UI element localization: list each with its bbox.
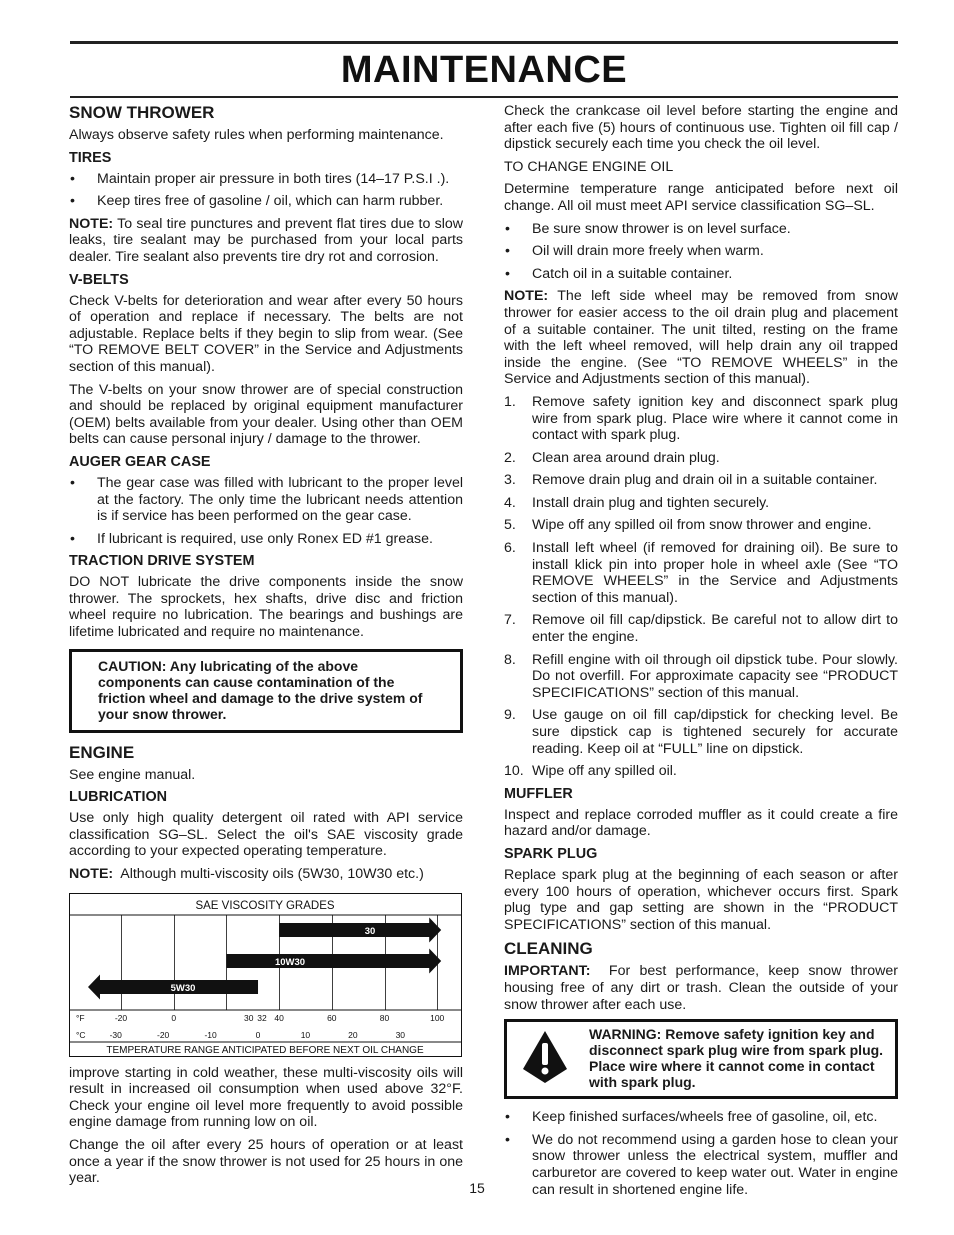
muffler-heading: MUFFLER: [504, 785, 573, 802]
muffler-paragraph: Inspect and replace corroded muffler as it could create a fire hazard and/or damage.: [504, 806, 898, 840]
chart-bar-label: 5W30: [170, 982, 196, 994]
step-item: 2. Clean area around drain plug.: [504, 449, 720, 466]
vbelts-paragraph-1: Check V-belts for deterioration and wear after every 50 hours of operation and replace if necessary. The belts are not adjustable. Replace belts if they begin to slip from wear. (See “TO REMOVE BELT COVER” in the Service and Adjustments section of this manual).: [69, 292, 463, 375]
spark-plug-heading: SPARK PLUG: [504, 845, 598, 862]
snow-thrower-heading: SNOW THROWER: [69, 103, 215, 122]
step-item: 3. Remove drain plug and drain oil in a suitable container.: [504, 472, 878, 489]
caution-box: CAUTION: Any lubricating of the above components can cause contamination of the friction wheel and damage to the drive system of your snow thrower.: [69, 649, 463, 733]
chart-tick-c: -30: [109, 1029, 122, 1040]
oil-change-steps: [504, 394, 898, 780]
chart-tick-c: 20: [348, 1029, 358, 1040]
header-top-rule: [70, 41, 898, 44]
engine-heading: ENGINE: [69, 742, 135, 762]
list-item: • Oil will drain more freely when warm.: [505, 243, 764, 260]
engine-intro: See engine manual.: [69, 766, 196, 783]
change-oil-list: [504, 221, 898, 283]
viscosity-chart-svg: [70, 894, 461, 1056]
wheel-note: NOTE: The left side wheel may be removed from snow thrower for easier access to the oil drain plug and placement of a suitable container. The unit tilted, resting on the frame with the left wheel removed, will help drain any oil trapped inside the engine. (See “TO REMOVE WHEELS” in the Service and Adjustments section of this manual).: [504, 288, 899, 388]
list-item: • Keep finished surfaces/wheels free of gasoline, oil, etc.: [505, 1109, 878, 1126]
warning-text: WARNING: Remove safety ignition key and disconnect spark plug wire from spark plug. Place wire where it cannot come in contact with spark plug.: [589, 1026, 884, 1091]
change-oil-heading: TO CHANGE ENGINE OIL: [504, 158, 674, 175]
after-chart-paragraph-2: Change the oil after every 25 hours of operation or at least once a year if the snow thrower is not used for 25 hours in one year.: [69, 1137, 463, 1187]
list-item: • Maintain proper air pressure in both tires (14–17 P.S.I .).: [70, 170, 450, 187]
chart-tick-f: 80: [379, 1012, 390, 1023]
page-number: 15: [469, 1180, 485, 1196]
step-item: 1. Remove safety ignition key and disconnect spark plug wire from spark plug. Place wire where it cannot come in contact with spark plug.: [504, 393, 898, 444]
step-item: 7. Remove oil fill cap/dipstick. Be careful not to allow dirt to enter the engine.: [504, 612, 898, 646]
list-item: • Keep tires free of gasoline / oil, which can harm rubber.: [70, 193, 444, 210]
traction-heading: TRACTION DRIVE SYSTEM: [69, 553, 255, 570]
vbelts-paragraph-2: The V-belts on your snow thrower are of special construction and should be replaced by original equipment manufacturer (OEM) belts available from your dealer. Using other than OEM belts can cause personal injury / damage to the thrower.: [69, 381, 463, 448]
cleaning-heading: CLEANING: [504, 939, 593, 959]
chart-unit-c: °C: [76, 1029, 86, 1040]
chart-bar-label: 10W30: [274, 956, 306, 968]
tires-list: [69, 171, 463, 210]
step-item: 5. Wipe off any spilled oil from snow thrower and engine.: [504, 517, 872, 534]
chart-tick-c: 30: [395, 1029, 406, 1040]
list-item: • Catch oil in a suitable container.: [505, 265, 733, 282]
left-column: [69, 103, 463, 1193]
chart-tick-f: 32: [257, 1012, 267, 1023]
page-title: MAINTENANCE: [340, 49, 628, 91]
chart-title: SAE VISCOSITY GRADES: [195, 899, 335, 912]
chart-tick-f: 100: [430, 1012, 445, 1023]
chart-tick-c: 10: [300, 1029, 311, 1040]
chart-tick-f: 30: [244, 1012, 254, 1023]
step-item: 6. Install left wheel (if removed for draining oil). Be sure to install klick pin into proper hole in wheel axle (See “TO REMOVE WHEELS” in the Service and Adjustments section of this manual).: [504, 540, 898, 606]
chart-bar-10w30: [226, 948, 441, 973]
chart-tick-f: 60: [327, 1012, 337, 1023]
chart-x-label: TEMPERATURE RANGE ANTICIPATED BEFORE NEXT OIL CHANGE: [106, 1044, 424, 1056]
crankcase-paragraph: Check the crankcase oil level before starting the engine and after each five (5) hours of continuous use. Tighten oil fill cap / dipstick securely each time you check the oil level.: [504, 103, 898, 153]
warning-box: [504, 1019, 898, 1099]
list-item: • If lubricant is required, use only Ronex ED #1 grease.: [70, 530, 433, 547]
list-item: • We do not recommend using a garden hose to clean your snow thrower unless the electrical system, muffler and carburetor are covered to keep water out. Water in engine can result in shortened engine life.: [505, 1131, 898, 1198]
chart-tick-c: -20: [157, 1029, 170, 1040]
lubrication-note: NOTE: Although multi-viscosity oils (5W30, 10W30 etc.): [69, 866, 424, 883]
chart-bar-30: [279, 917, 441, 942]
vbelts-heading: V-BELTS: [69, 271, 129, 288]
list-item: • The gear case was filled with lubricant to the proper level at the factory. The only time the lubricant needs attention is if service has been performed on the gear case.: [70, 474, 463, 525]
right-column: [504, 103, 898, 1204]
auger-list: [69, 475, 463, 547]
warning-triangle-icon: [521, 1029, 569, 1085]
step-item: 8. Refill engine with oil through oil dipstick tube. Pour slowly. Do not overfill. For approximate capacity see “PRODUCT SPECIFICATIONS” section of this manual.: [504, 651, 898, 701]
chart-tick-f: 0: [171, 1012, 177, 1023]
tires-heading: TIRES: [69, 149, 112, 166]
chart-unit-f: °F: [76, 1012, 85, 1023]
chart-bar-label: 30: [364, 925, 376, 937]
lubrication-paragraph: Use only high quality detergent oil rated with API service classification SG–SL. Select the oil's SAE viscosity grade according to your expected operating temperature.: [69, 810, 463, 860]
list-item: • Be sure snow thrower is on level surface.: [505, 220, 791, 237]
step-item: 4. Install drain plug and tighten securely.: [504, 494, 770, 511]
chart-tick-f: -20: [114, 1012, 128, 1023]
viscosity-chart: [69, 893, 462, 1057]
snow-intro: Always observe safety rules when performing maintenance.: [69, 127, 444, 143]
after-chart-paragraph-1: improve starting in cold weather, these multi-viscosity oils will result in increased oil consumption when used above 32°F. Check your engine oil level more frequently to avoid possible engine damage from running low on oil.: [69, 1064, 463, 1131]
chart-tick-c: -10: [204, 1029, 217, 1040]
chart-tick-c: 0: [255, 1029, 261, 1040]
step-item: 9. Use gauge on oil fill cap/dipstick for checking level. Be sure dipstick cap is tightened securely for accurate reading. Keep oil at “FULL” line on dipstick.: [504, 707, 898, 757]
important-paragraph: IMPORTANT: For best performance, keep snow thrower housing free of any dirt or trash. Clean the outside of your snow thrower after each use.: [504, 963, 898, 1013]
lubrication-heading: LUBRICATION: [69, 789, 168, 806]
tires-note: NOTE: To seal tire punctures and prevent flat tires due to slow leaks, tire sealant may be purchased from your local parts dealer. Tire sealant also prevents tire dry rot and corrosion.: [69, 215, 463, 265]
step-item: 10. Wipe off any spilled oil.: [504, 763, 677, 780]
auger-heading: AUGER GEAR CASE: [69, 453, 211, 470]
header-bottom-rule: [70, 96, 898, 98]
traction-paragraph: DO NOT lubricate the drive components inside the snow thrower. The sprockets, hex shafts, drive disc and friction wheel require no lubrication. The bearings and bushings are lifetime lubricated and require no maintenance.: [69, 574, 463, 641]
change-oil-paragraph: Determine temperature range anticipated before next oil change. All oil must meet API service classification SG–SL.: [504, 181, 898, 214]
spark-plug-paragraph: Replace spark plug at the beginning of each season or after every 100 hours of operation, whichever occurs first. Spark plug type and gap setting are shown in the “PRODUCT SPECIFICATIONS” section of this manual.: [504, 866, 898, 933]
chart-tick-f: 40: [274, 1012, 284, 1023]
